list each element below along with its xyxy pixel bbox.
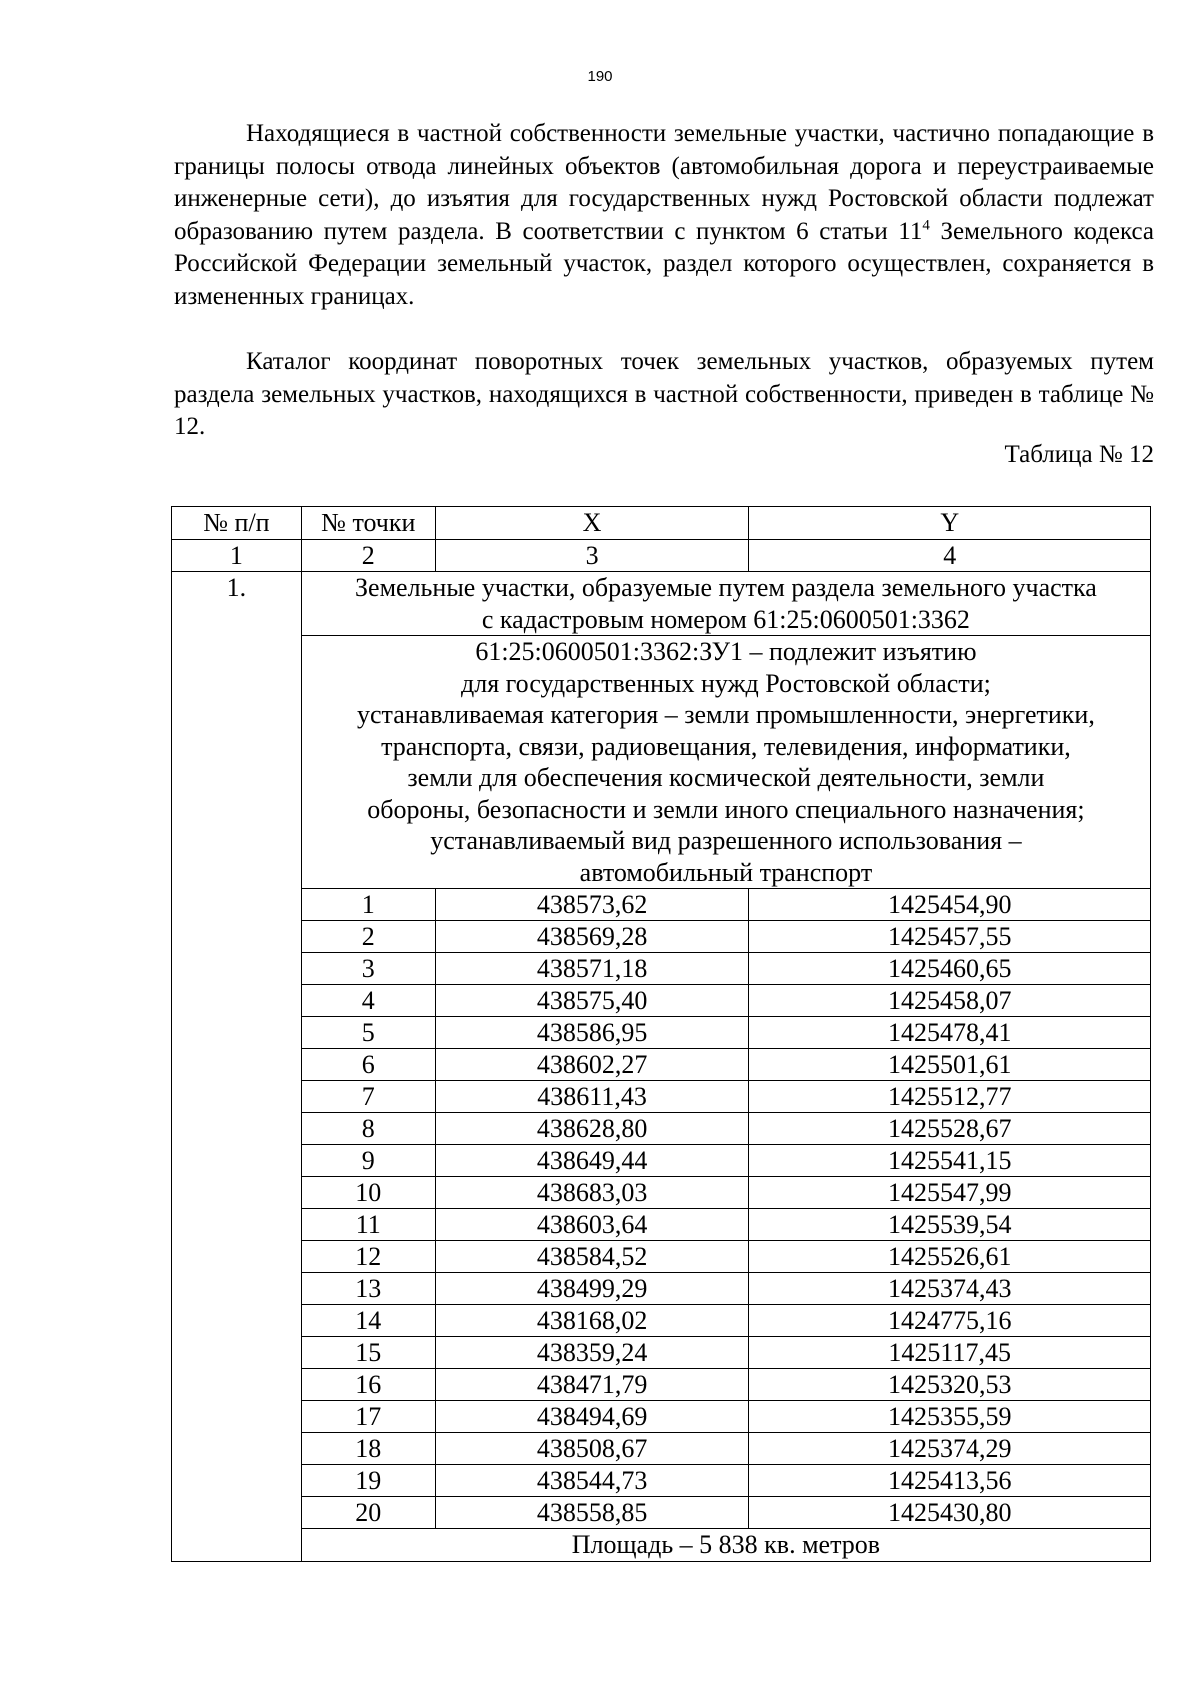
y-coordinate: 1425458,07 bbox=[749, 985, 1151, 1017]
x-coordinate: 438558,85 bbox=[435, 1497, 749, 1529]
point-number: 14 bbox=[301, 1305, 435, 1337]
table-row bbox=[172, 889, 1151, 921]
table-row bbox=[172, 1049, 1151, 1081]
table-row bbox=[172, 1401, 1151, 1433]
parcel-description-line: 61:25:0600501:3362:ЗУ1 – подлежит изъятию bbox=[475, 637, 977, 666]
parcel-description-row bbox=[172, 636, 1151, 889]
y-coordinate: 1425528,67 bbox=[749, 1113, 1151, 1145]
header-y: Y bbox=[749, 507, 1151, 540]
col-number: 3 bbox=[435, 539, 749, 572]
parcel-description-line: транспорта, связи, радиовещания, телевидения, информатики, bbox=[381, 731, 1071, 761]
y-coordinate: 1425413,56 bbox=[749, 1465, 1151, 1497]
parcel-description-line: земли для обеспечения космической деятельности, земли bbox=[407, 763, 1045, 792]
point-number: 8 bbox=[301, 1113, 435, 1145]
point-number: 12 bbox=[301, 1241, 435, 1273]
section-number: 1. bbox=[172, 572, 302, 1562]
x-coordinate: 438603,64 bbox=[435, 1209, 749, 1241]
point-number: 13 bbox=[301, 1273, 435, 1305]
parcel-description-line: для государственных нужд Ростовской области; bbox=[461, 668, 991, 698]
y-coordinate: 1425374,29 bbox=[749, 1433, 1151, 1465]
table-row bbox=[172, 1081, 1151, 1113]
x-coordinate: 438508,67 bbox=[435, 1433, 749, 1465]
x-coordinate: 438569,28 bbox=[435, 921, 749, 953]
parcel-description-line: обороны, безопасности и земли иного специального назначения; bbox=[367, 794, 1085, 824]
y-coordinate: 1425501,61 bbox=[749, 1049, 1151, 1081]
y-coordinate: 1425539,54 bbox=[749, 1209, 1151, 1241]
column-number-row bbox=[172, 539, 1151, 572]
y-coordinate: 1425460,65 bbox=[749, 953, 1151, 985]
y-coordinate: 1425430,80 bbox=[749, 1497, 1151, 1529]
header-seq-no: № п/п bbox=[172, 507, 302, 540]
coordinates-table bbox=[171, 506, 1151, 1562]
y-coordinate: 1425454,90 bbox=[749, 889, 1151, 921]
point-number: 10 bbox=[301, 1177, 435, 1209]
page-number: 190 bbox=[587, 68, 613, 85]
table-row bbox=[172, 953, 1151, 985]
x-coordinate: 438586,95 bbox=[435, 1017, 749, 1049]
x-coordinate: 438611,43 bbox=[435, 1081, 749, 1113]
x-coordinate: 438573,62 bbox=[435, 889, 749, 921]
point-number: 4 bbox=[301, 985, 435, 1017]
y-coordinate: 1425478,41 bbox=[749, 1017, 1151, 1049]
header-x: X bbox=[435, 507, 749, 540]
group-title-row bbox=[172, 572, 1151, 636]
paragraph-text-continued: Земельного кодекса Российской Федерации земельный участок, раздел которого осуществлен, сохраняется в измененных границах. bbox=[174, 217, 1154, 310]
x-coordinate: 438494,69 bbox=[435, 1401, 749, 1433]
y-coordinate: 1425117,45 bbox=[749, 1337, 1151, 1369]
group-title bbox=[301, 572, 1150, 636]
x-coordinate: 438575,40 bbox=[435, 985, 749, 1017]
table-row bbox=[172, 1433, 1151, 1465]
group-title-line: с кадастровым номером 61:25:0600501:3362 bbox=[481, 604, 970, 634]
point-number: 17 bbox=[301, 1401, 435, 1433]
x-coordinate: 438683,03 bbox=[435, 1177, 749, 1209]
y-coordinate: 1425355,59 bbox=[749, 1401, 1151, 1433]
x-coordinate: 438602,27 bbox=[435, 1049, 749, 1081]
paragraph-partition-rule bbox=[174, 118, 1154, 313]
table-row bbox=[172, 1017, 1151, 1049]
table-row bbox=[172, 1305, 1151, 1337]
table-row bbox=[172, 1145, 1151, 1177]
table-row bbox=[172, 1273, 1151, 1305]
table-row bbox=[172, 1241, 1151, 1273]
point-number: 20 bbox=[301, 1497, 435, 1529]
point-number: 2 bbox=[301, 921, 435, 953]
x-coordinate: 438544,73 bbox=[435, 1465, 749, 1497]
table-row bbox=[172, 1337, 1151, 1369]
point-number: 11 bbox=[301, 1209, 435, 1241]
col-number: 2 bbox=[301, 539, 435, 572]
y-coordinate: 1425541,15 bbox=[749, 1145, 1151, 1177]
point-number: 9 bbox=[301, 1145, 435, 1177]
parcel-description-line: устанавливаемая категория – земли промышленности, энергетики, bbox=[357, 700, 1095, 729]
area-total: Площадь – 5 838 кв. метров bbox=[301, 1529, 1150, 1562]
y-coordinate: 1425457,55 bbox=[749, 921, 1151, 953]
y-coordinate: 1425547,99 bbox=[749, 1177, 1151, 1209]
table-row bbox=[172, 985, 1151, 1017]
x-coordinate: 438571,18 bbox=[435, 953, 749, 985]
point-number: 1 bbox=[301, 889, 435, 921]
table-caption: Таблица № 12 bbox=[1004, 441, 1154, 468]
y-coordinate: 1425512,77 bbox=[749, 1081, 1151, 1113]
y-coordinate: 1425320,53 bbox=[749, 1369, 1151, 1401]
table-row bbox=[172, 1465, 1151, 1497]
paragraph-catalog-intro: Каталог координат поворотных точек земельных участков, образуемых путем раздела земельных участков, находящихся в частной собственности, приведен в таблице № 12. bbox=[174, 348, 1154, 440]
table-row bbox=[172, 1497, 1151, 1529]
table-row bbox=[172, 1209, 1151, 1241]
table-header-row bbox=[172, 507, 1151, 540]
parcel-description-line: устанавливаемый вид разрешенного использования – bbox=[430, 826, 1022, 855]
area-row bbox=[172, 1529, 1151, 1562]
table-row bbox=[172, 1369, 1151, 1401]
y-coordinate: 1424775,16 bbox=[749, 1305, 1151, 1337]
x-coordinate: 438499,29 bbox=[435, 1273, 749, 1305]
table-row bbox=[172, 921, 1151, 953]
x-coordinate: 438628,80 bbox=[435, 1113, 749, 1145]
x-coordinate: 438584,52 bbox=[435, 1241, 749, 1273]
table-row bbox=[172, 1177, 1151, 1209]
x-coordinate: 438471,79 bbox=[435, 1369, 749, 1401]
x-coordinate: 438359,24 bbox=[435, 1337, 749, 1369]
col-number: 1 bbox=[172, 539, 302, 572]
point-number: 6 bbox=[301, 1049, 435, 1081]
point-number: 18 bbox=[301, 1433, 435, 1465]
point-number: 16 bbox=[301, 1369, 435, 1401]
point-number: 15 bbox=[301, 1337, 435, 1369]
x-coordinate: 438649,44 bbox=[435, 1145, 749, 1177]
point-number: 3 bbox=[301, 953, 435, 985]
parcel-description-line: автомобильный транспорт bbox=[579, 857, 873, 887]
superscript-article-index: 4 bbox=[922, 217, 930, 234]
point-number: 19 bbox=[301, 1465, 435, 1497]
y-coordinate: 1425374,43 bbox=[749, 1273, 1151, 1305]
paragraph-text: Находящиеся в частной собственности земельные участки, частично попадающие в границы полосы отвода линейных объектов (автомобильная дорога и переустраиваемые инженерные сети), до изъятия для государственных нужд Ростовской области подлежат образованию путем раздела. В соответствии с пунктом 6 статьи 11 bbox=[174, 120, 1154, 245]
parcel-description bbox=[301, 636, 1150, 889]
x-coordinate: 438168,02 bbox=[435, 1305, 749, 1337]
col-number: 4 bbox=[749, 539, 1151, 572]
table-row bbox=[172, 1113, 1151, 1145]
header-point-no: № точки bbox=[301, 507, 435, 540]
y-coordinate: 1425526,61 bbox=[749, 1241, 1151, 1273]
point-number: 7 bbox=[301, 1081, 435, 1113]
group-title-line: Земельные участки, образуемые путем раздела земельного участка bbox=[355, 573, 1097, 602]
point-number: 5 bbox=[301, 1017, 435, 1049]
